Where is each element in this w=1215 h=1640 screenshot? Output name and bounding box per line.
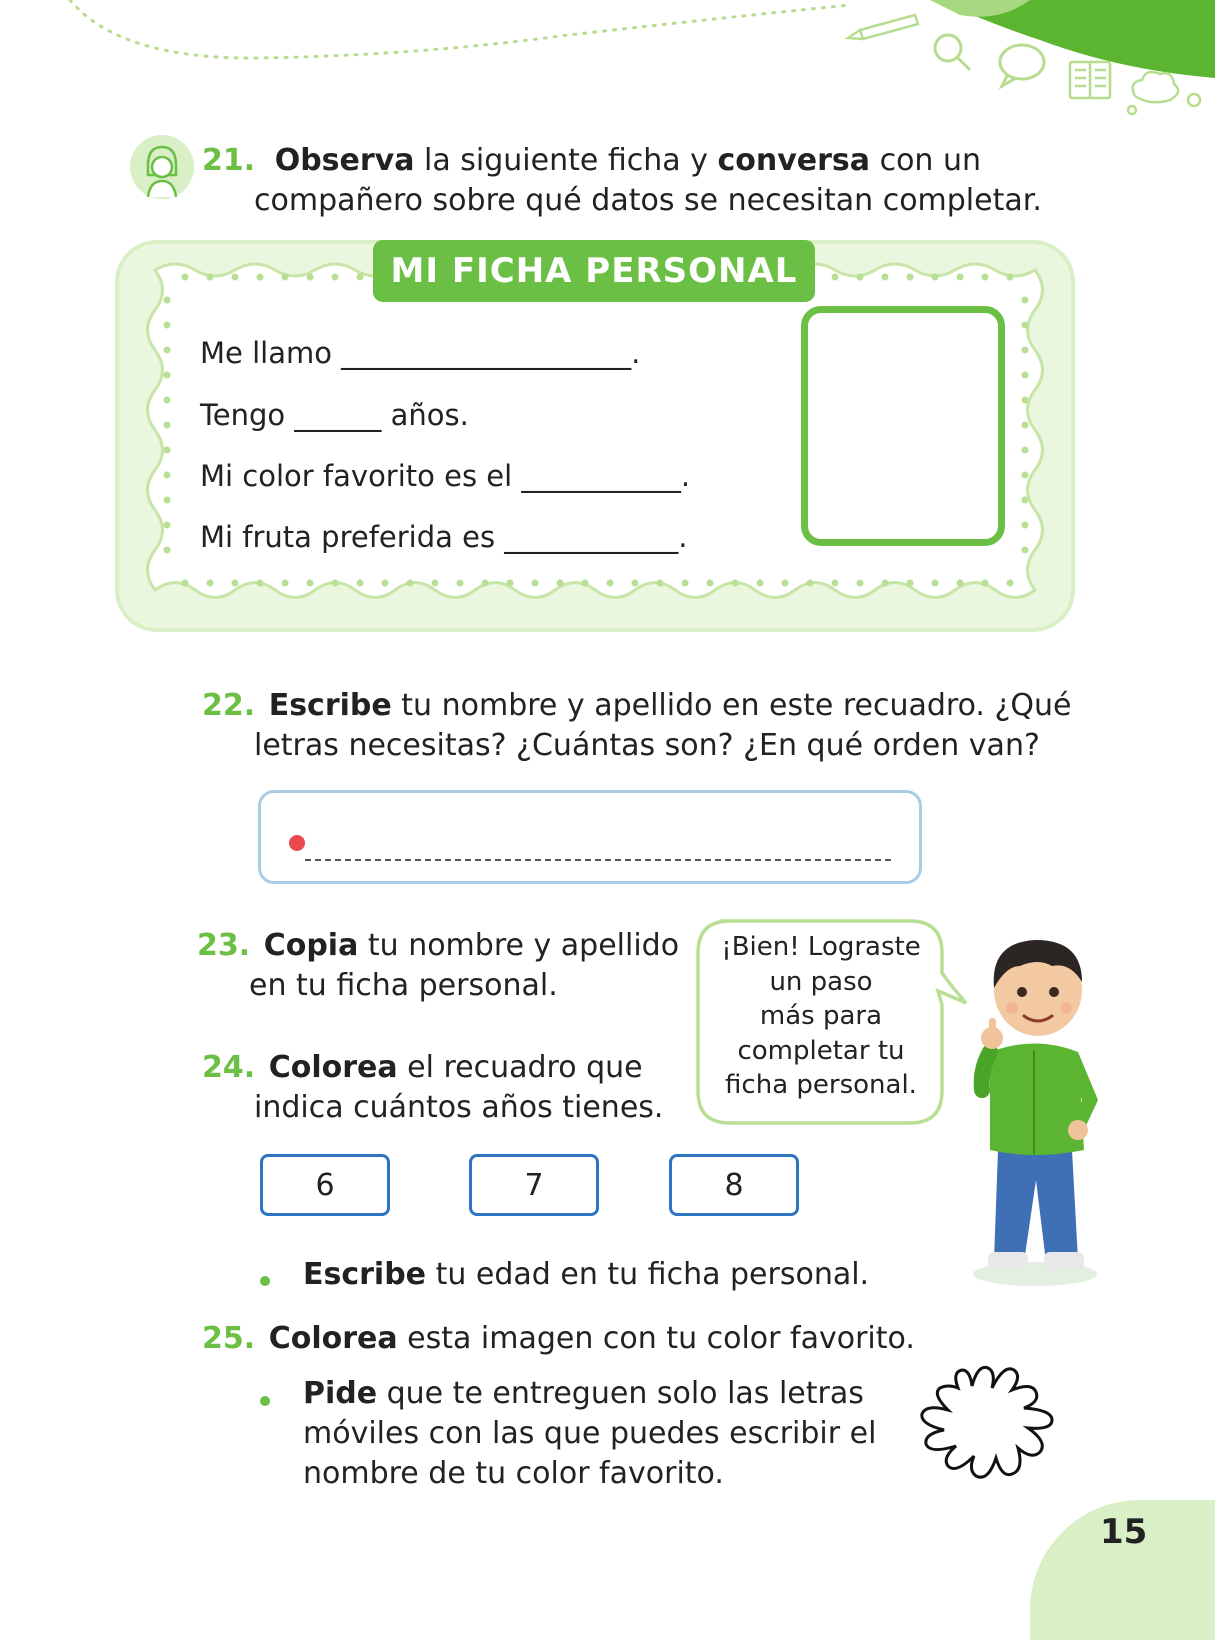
name-input-box[interactable] xyxy=(258,790,922,884)
question-text: con un xyxy=(870,143,982,178)
thought-cloud-icon xyxy=(1128,72,1200,114)
bullet-text-line2: móviles con las que puedes escribir el xyxy=(303,1416,877,1451)
question-text: la siguiente ficha y xyxy=(414,143,718,178)
bullet-text-line3: nombre de tu color favorito. xyxy=(303,1456,724,1491)
speech-line: ¡Bien! Lograste xyxy=(721,932,921,962)
question-text: esta imagen con tu color favorito. xyxy=(397,1321,915,1356)
bullet-text: tu edad en tu ficha personal. xyxy=(426,1257,870,1292)
splat-shape[interactable] xyxy=(912,1358,1064,1490)
speech-line: más para xyxy=(759,1001,883,1031)
instruction-verb: Pide xyxy=(303,1376,378,1411)
personal-card xyxy=(115,240,1075,632)
question-text: tu nombre y apellido en este recuadro. ¿Qué xyxy=(391,688,1072,723)
instruction-verb: Colorea xyxy=(268,1050,398,1085)
instruction-verb: Escribe xyxy=(303,1257,427,1292)
magnifier-icon xyxy=(935,35,970,70)
writing-line xyxy=(305,859,891,861)
instruction-verb: Copia xyxy=(263,928,359,963)
age-option-7[interactable]: 7 xyxy=(469,1154,599,1216)
photo-frame[interactable] xyxy=(801,306,1005,546)
question-23 xyxy=(197,926,697,1006)
question-text-line2: letras necesitas? ¿Cuántas son? ¿En qué orden van? xyxy=(254,728,1040,763)
question-25 xyxy=(202,1319,1102,1359)
age-option-6[interactable]: 6 xyxy=(260,1154,390,1216)
card-line-color: Mi color favorito es el ___________. xyxy=(200,459,691,493)
boy-illustration xyxy=(960,930,1110,1290)
question-number: 24. xyxy=(202,1050,256,1085)
question-text-line2: indica cuántos años tienes. xyxy=(254,1090,664,1125)
question-text: el recuadro que xyxy=(397,1050,643,1085)
question-number: 21. xyxy=(202,143,256,178)
bullet-dot xyxy=(260,1391,270,1410)
card-line-fruit: Mi fruta preferida es ____________. xyxy=(200,520,688,554)
card-line-age: Tengo ______ años. xyxy=(200,398,469,432)
instruction-verb: Colorea xyxy=(268,1321,398,1356)
question-24 xyxy=(202,1048,702,1128)
age-option-8[interactable]: 8 xyxy=(669,1154,799,1216)
pencil-icon xyxy=(848,15,918,39)
question-number: 25. xyxy=(202,1321,256,1356)
bullet-dot xyxy=(260,1271,270,1290)
question-22 xyxy=(202,686,1102,766)
question-number: 23. xyxy=(197,928,251,963)
question-number: 22. xyxy=(202,688,256,723)
header-decoration xyxy=(0,0,1215,130)
teacher-avatar-icon xyxy=(130,135,194,199)
speech-bubble-icon xyxy=(1000,45,1044,86)
question-text: tu nombre y apellido xyxy=(358,928,680,963)
speech-bubble-text xyxy=(700,930,942,1103)
bullet-item-letters xyxy=(303,1374,923,1494)
speech-line: un paso xyxy=(769,966,873,997)
start-marker-dot xyxy=(289,835,305,851)
page-number: 15 xyxy=(1100,1512,1148,1552)
speech-line: ficha personal. xyxy=(725,1070,917,1100)
instruction-verb: Observa xyxy=(274,143,415,178)
question-text-line2: compañero sobre qué datos se necesitan completar. xyxy=(254,183,1042,218)
card-line-name: Me llamo ____________________. xyxy=(200,336,641,370)
question-text-line2: en tu ficha personal. xyxy=(249,968,558,1003)
speech-line: completar tu xyxy=(737,1035,905,1066)
question-21 xyxy=(202,141,1102,221)
instruction-verb: Escribe xyxy=(268,688,392,723)
card-title: MI FICHA PERSONAL xyxy=(373,240,815,302)
bullet-text: que te entreguen solo las letras xyxy=(377,1376,864,1411)
instruction-verb: conversa xyxy=(717,143,871,178)
bullet-item-age xyxy=(303,1255,1003,1295)
book-icon xyxy=(1070,62,1110,98)
